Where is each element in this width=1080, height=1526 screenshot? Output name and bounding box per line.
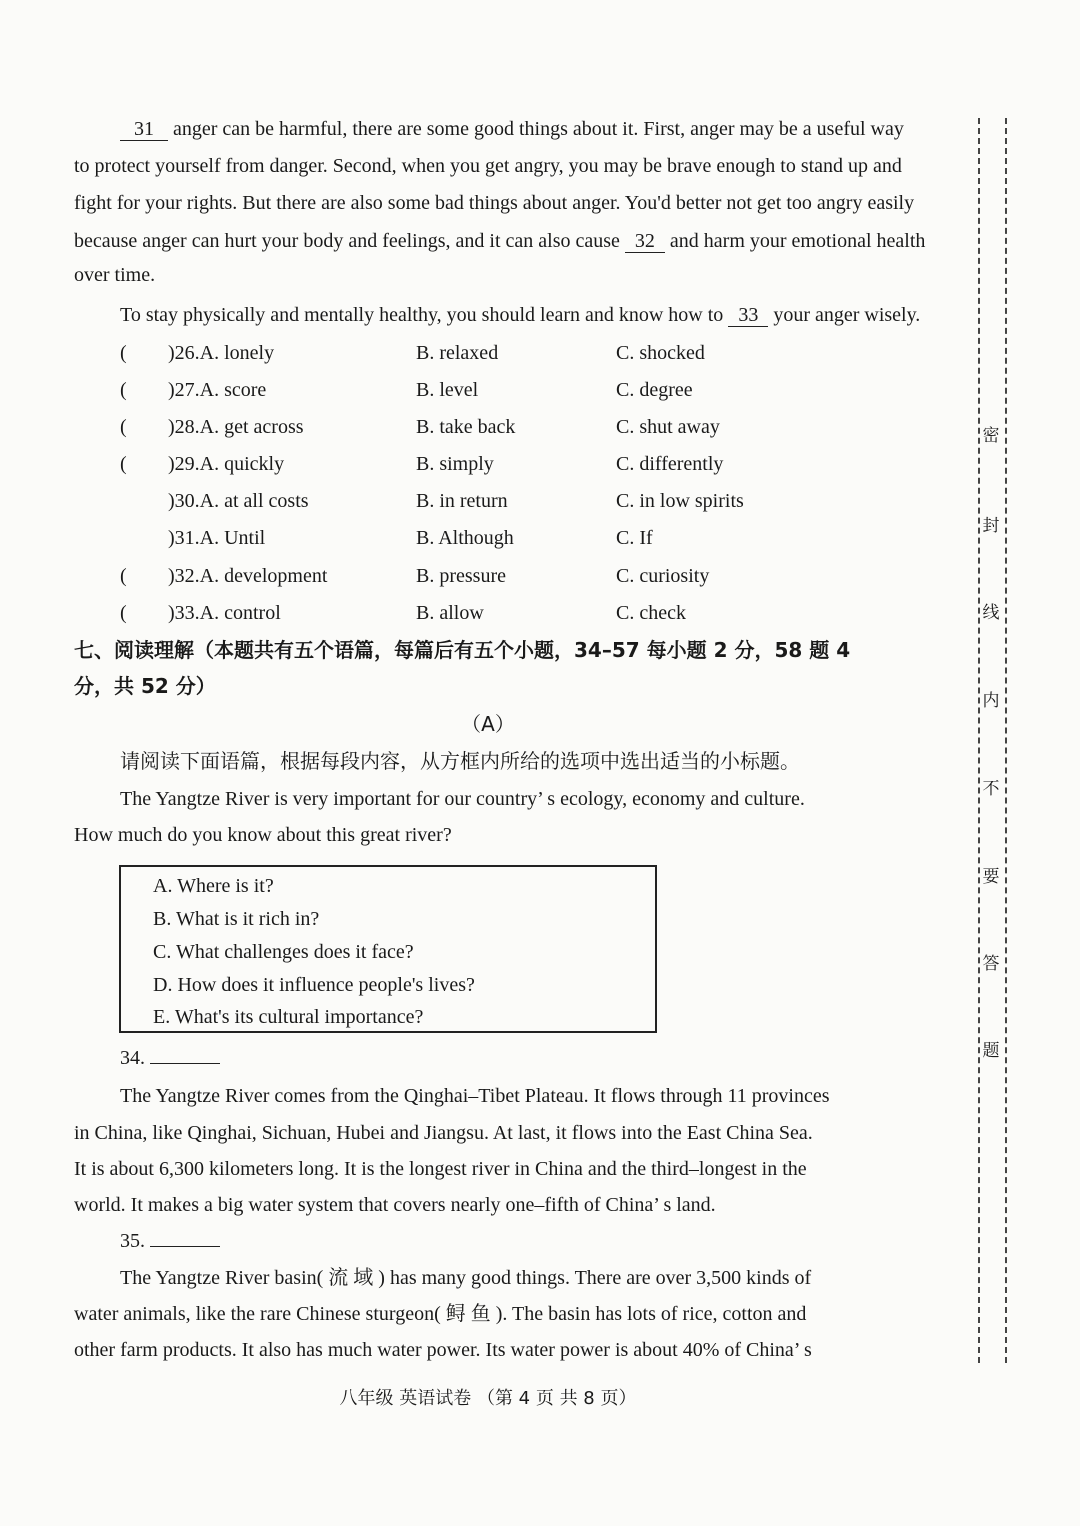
seal-char: 不 (980, 778, 1002, 800)
question-option-c: C. If (616, 527, 653, 549)
question-option-a: )29.A. quickly (168, 453, 285, 475)
heading-options-box (119, 865, 657, 1033)
question-paren: ( (120, 453, 127, 475)
seal-char: 内 (980, 690, 1002, 712)
paragraph-line: It is about 6,300 kilometers long. It is the longest river in China and the third–longest in the (74, 1158, 807, 1180)
question-option-c: C. differently (616, 453, 724, 475)
question-number: 35. (120, 1230, 145, 1252)
passage-line: over time. (74, 264, 156, 286)
part-label: （A） (461, 712, 515, 736)
paragraph-line: The Yangtze River comes from the Qinghai–Tibet Plateau. It flows through 11 provinces (120, 1085, 830, 1107)
seal-line-left (978, 118, 980, 1363)
paragraph-line: water animals, like the rare Chinese sturgeon( 鲟 鱼 ). The basin has lots of rice, cotton and (74, 1303, 807, 1325)
question-option-a: )27.A. score (168, 379, 267, 401)
paragraph-line: other farm products. It also has much water power. Its water power is about 40% of China’ s (74, 1339, 812, 1361)
question-option-a: )31.A. Until (168, 527, 266, 549)
passage-text: To stay physically and mentally healthy, you should learn and know how to (120, 304, 724, 326)
section-heading-cont: 分，共 52 分） (74, 674, 216, 698)
question-option-c: C. shut away (616, 416, 720, 438)
passage-text: because anger can hurt your body and feelings, and it can also cause (74, 230, 620, 252)
question-option-a: )33.A. control (168, 602, 281, 624)
question-paren: ( (120, 565, 127, 587)
answer-blank-35[interactable] (150, 1246, 220, 1247)
question-paren: ( (120, 416, 127, 438)
passage-line: to protect yourself from danger. Second, when you get angry, you may be brave enough to stand up and (74, 155, 902, 177)
question-option-b: B. level (416, 379, 479, 401)
question-paren: ( (120, 342, 127, 364)
box-option: B. What is it rich in? (153, 908, 320, 930)
question-35-label (120, 1228, 220, 1254)
question-number: 34. (120, 1047, 145, 1069)
question-option-b: B. relaxed (416, 342, 499, 364)
question-option-a: )26.A. lonely (168, 342, 275, 364)
intro-line: How much do you know about this great river? (74, 824, 452, 846)
blank-33: 33 (728, 304, 768, 327)
box-option: A. Where is it? (153, 875, 274, 897)
passage-line (120, 116, 904, 142)
question-option-b: B. pressure (416, 565, 506, 587)
box-option: D. How does it influence people's lives? (153, 974, 475, 996)
passage-line (74, 228, 925, 254)
seal-char: 封 (980, 515, 1002, 537)
paragraph-line: The Yangtze River basin( 流 域 ) has many good things. There are over 3,500 kinds of (120, 1267, 812, 1289)
section-heading: 七、阅读理解（本题共有五个语篇，每篇后有五个小题，34–57 每小题 2 分，58 题 4 (74, 638, 851, 662)
seal-char: 题 (980, 1040, 1002, 1062)
question-option-c: C. in low spirits (616, 490, 744, 512)
box-option: C. What challenges does it face? (153, 941, 414, 963)
answer-blank-34[interactable] (150, 1063, 220, 1064)
question-paren: ( (120, 379, 127, 401)
question-option-c: C. check (616, 602, 686, 624)
page-footer: 八年级 英语试卷 （第 4 页 共 8 页） (339, 1388, 637, 1409)
intro-line: The Yangtze River is very important for our country’ s ecology, economy and culture. (120, 788, 805, 810)
question-option-a: )32.A. development (168, 565, 328, 587)
question-option-c: C. curiosity (616, 565, 710, 587)
question-option-a: )28.A. get across (168, 416, 304, 438)
question-option-c: C. shocked (616, 342, 705, 364)
seal-char: 线 (980, 602, 1002, 624)
seal-line-right (1005, 118, 1007, 1363)
passage-text: anger can be harmful, there are some good things about it. First, anger may be a useful way (173, 118, 904, 140)
instruction-text: 请阅读下面语篇，根据每段内容，从方框内所给的选项中选出适当的小标题。 (120, 749, 800, 773)
seal-char: 密 (980, 425, 1002, 447)
question-option-b: B. in return (416, 490, 508, 512)
passage-line: fight for your rights. But there are also some bad things about anger. You'd better not get too angry easily (74, 192, 915, 214)
passage-text: and harm your emotional health (669, 230, 926, 252)
question-paren: ( (120, 602, 127, 624)
question-option-b: B. simply (416, 453, 494, 475)
seal-char: 答 (980, 953, 1002, 975)
question-option-b: B. allow (416, 602, 484, 624)
box-option: E. What's its cultural importance? (153, 1006, 424, 1028)
question-option-c: C. degree (616, 379, 693, 401)
blank-31: 31 (120, 118, 168, 141)
passage-text: your anger wisely. (773, 304, 921, 326)
question-option-b: B. take back (416, 416, 516, 438)
question-option-b: B. Although (416, 527, 514, 549)
question-34-label (120, 1045, 220, 1071)
passage-line (120, 302, 920, 328)
seal-char: 要 (980, 866, 1002, 888)
blank-32: 32 (625, 230, 665, 253)
question-option-a: )30.A. at all costs (168, 490, 309, 512)
paragraph-line: world. It makes a big water system that covers nearly one–fifth of China’ s land. (74, 1194, 716, 1216)
paragraph-line: in China, like Qinghai, Sichuan, Hubei and Jiangsu. At last, it flows into the East China Sea. (74, 1122, 813, 1144)
